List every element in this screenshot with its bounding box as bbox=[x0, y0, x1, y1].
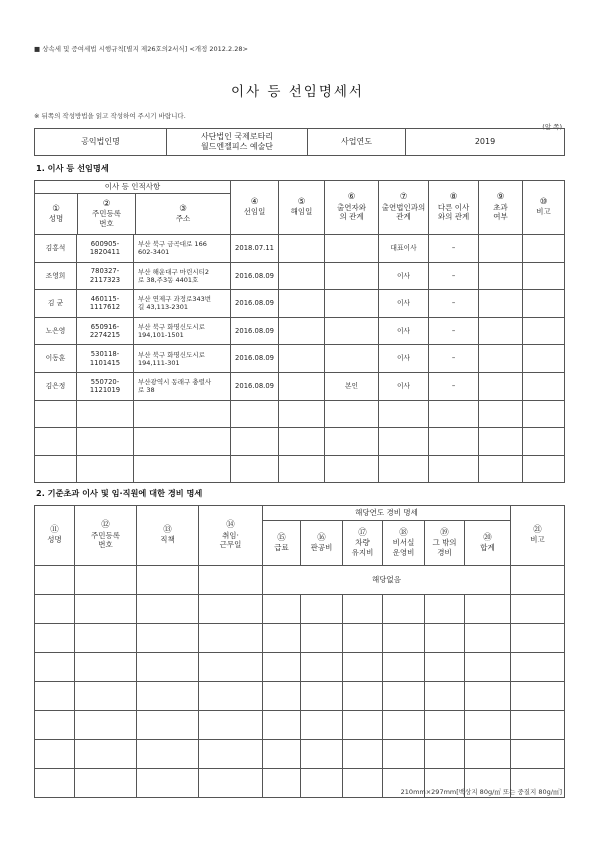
cell-dismissed bbox=[279, 317, 325, 345]
expense-cell bbox=[343, 595, 383, 624]
cell-appointed bbox=[231, 400, 279, 428]
col-address-label: 주소 bbox=[175, 213, 191, 223]
col2-note-header: ㉑ 비고 bbox=[511, 506, 565, 566]
expense-cell bbox=[199, 711, 263, 740]
cell-appointed: 2016.08.09 bbox=[231, 262, 279, 290]
cell-excess bbox=[479, 455, 523, 483]
expense-cell bbox=[75, 769, 137, 798]
col-note-header: ⑩ 비고 bbox=[523, 181, 565, 235]
expense-cell bbox=[425, 653, 465, 682]
cell-appointed: 2016.08.09 bbox=[231, 372, 279, 400]
expense-cell bbox=[199, 624, 263, 653]
col-address-header bbox=[136, 194, 230, 234]
expense-cell bbox=[383, 653, 425, 682]
expense-cell bbox=[35, 769, 75, 798]
cell-note bbox=[523, 262, 565, 290]
page-title: 이사 등 선임명세서 bbox=[231, 84, 364, 100]
cell-name bbox=[35, 428, 77, 456]
expense-cell bbox=[511, 595, 565, 624]
cell-excess bbox=[479, 400, 523, 428]
cell-founder-rel bbox=[325, 345, 379, 373]
cell-note bbox=[523, 290, 565, 318]
cell-founder-rel bbox=[325, 290, 379, 318]
expense-cell bbox=[425, 682, 465, 711]
address-line1: 부산 북구 화명신도시로 bbox=[138, 322, 205, 331]
col-name-number: ① bbox=[52, 203, 60, 214]
expense-cell bbox=[383, 711, 425, 740]
cell-excess bbox=[479, 290, 523, 318]
col2-tenure-header: ⑭ 취임· 근무일 bbox=[199, 506, 263, 566]
expense-cell bbox=[263, 624, 301, 653]
expense-cell bbox=[343, 682, 383, 711]
expense-cell bbox=[263, 595, 301, 624]
directors-header-group bbox=[35, 181, 231, 235]
cell-excess bbox=[479, 317, 523, 345]
cell-other-rel: – bbox=[429, 290, 479, 318]
expense-cell bbox=[75, 682, 137, 711]
expense-cell bbox=[75, 595, 137, 624]
section1-title: 1. 이사 등 선임명세 bbox=[36, 163, 109, 173]
expense-cell bbox=[343, 740, 383, 769]
cell-name: 이동훈 bbox=[35, 345, 77, 373]
expense-cell bbox=[137, 711, 199, 740]
cell-appointed bbox=[231, 455, 279, 483]
cell-corp-rel bbox=[379, 400, 429, 428]
notice-text: ※ 뒤쪽의 작성방법을 읽고 작성하여 주시기 바랍니다. bbox=[34, 112, 186, 120]
cell-dismissed bbox=[279, 372, 325, 400]
no-data-text: 해당없음 bbox=[372, 575, 402, 585]
expense-cell bbox=[465, 682, 511, 711]
expense-cell bbox=[263, 682, 301, 711]
cell-name: 김은정 bbox=[35, 372, 77, 400]
cell-dismissed bbox=[279, 290, 325, 318]
cell-appointed: 2018.07.11 bbox=[231, 235, 279, 263]
corp-name-label: 공익법인명 bbox=[35, 129, 167, 156]
expense-cell bbox=[35, 682, 75, 711]
expense-cell bbox=[465, 595, 511, 624]
expense-cell bbox=[511, 711, 565, 740]
cell-name: 김 균 bbox=[35, 290, 77, 318]
expense-cell bbox=[35, 711, 75, 740]
corp-name-line2: 월드엔젤피스 예술단 bbox=[200, 142, 274, 151]
cell-founder-rel: 본인 bbox=[325, 372, 379, 400]
col-name-label: 성명 bbox=[48, 213, 64, 223]
col-rrn-header bbox=[78, 194, 136, 234]
expense-cell bbox=[263, 769, 301, 798]
cell-name bbox=[35, 400, 77, 428]
cell-founder-rel bbox=[325, 428, 379, 456]
corp-info-table bbox=[34, 128, 565, 156]
cell-excess bbox=[479, 235, 523, 263]
table-row bbox=[35, 428, 565, 456]
expense-cell bbox=[137, 769, 199, 798]
expense-cell bbox=[75, 711, 137, 740]
cell-name: 조영희 bbox=[35, 262, 77, 290]
fiscal-year-label: 사업연도 bbox=[308, 129, 406, 156]
expense-cell bbox=[511, 624, 565, 653]
cell-name: 김홍석 bbox=[35, 235, 77, 263]
expense-cell bbox=[465, 740, 511, 769]
cell-note bbox=[523, 400, 565, 428]
expense-cell bbox=[301, 711, 343, 740]
col2-salary-header: ⑮ 급료 bbox=[263, 521, 301, 566]
paper-spec: 210mm×297mm[백상지 80g/㎡ 또는 중질지 80g/㎡] bbox=[400, 788, 562, 796]
cell-dismissed bbox=[279, 400, 325, 428]
address-line2: 길 43,113-2301 bbox=[138, 303, 188, 312]
table-row bbox=[35, 345, 565, 373]
cell-dismissed bbox=[279, 428, 325, 456]
table-row bbox=[35, 595, 565, 624]
corp-name-line1: 사단법인 국제로타리 bbox=[200, 132, 274, 141]
address-line1: 부산 연제구 과정로343번 bbox=[138, 295, 212, 304]
cell-excess bbox=[479, 372, 523, 400]
cell-other-rel: – bbox=[429, 317, 479, 345]
col-name-header bbox=[35, 194, 78, 234]
cell-dismissed bbox=[279, 345, 325, 373]
expense-cell bbox=[75, 566, 137, 595]
expense-cell bbox=[75, 624, 137, 653]
cell-excess bbox=[479, 262, 523, 290]
cell-name bbox=[35, 455, 77, 483]
table-row bbox=[35, 235, 565, 263]
cell-rrn bbox=[77, 400, 134, 428]
cell-other-rel: – bbox=[429, 262, 479, 290]
address-line1: 부산 북구 금곡대로 166 bbox=[138, 240, 207, 249]
directors-table-body bbox=[35, 235, 565, 483]
expense-cell bbox=[301, 682, 343, 711]
form-reference: ■ 상속세 및 증여세법 시행규칙[별지 제26호의2서식] <개정 2012.2.28> bbox=[34, 45, 248, 53]
col2-vehicle-header: ⑰ 차량 유지비 bbox=[343, 521, 383, 566]
col-rrn-number: ② bbox=[102, 198, 111, 209]
col2-name-header: ⑪ 성명 bbox=[35, 506, 75, 566]
cell-rrn: 600905-1820411 bbox=[77, 235, 134, 263]
col-address-number: ③ bbox=[179, 203, 187, 214]
cell-founder-rel bbox=[325, 262, 379, 290]
col2-entertainment-header: ⑯ 판공비 bbox=[301, 521, 343, 566]
expense-cell bbox=[137, 653, 199, 682]
table-row bbox=[35, 711, 565, 740]
col2-total-header: ⑳ 합계 bbox=[465, 521, 511, 566]
cell-rrn: 530118-1101415 bbox=[77, 345, 134, 373]
cell-dismissed bbox=[279, 455, 325, 483]
cell-other-rel bbox=[429, 428, 479, 456]
expense-cell bbox=[301, 653, 343, 682]
cell-name: 노은영 bbox=[35, 317, 77, 345]
cell-address bbox=[134, 400, 231, 428]
expense-cell bbox=[199, 769, 263, 798]
cell-note bbox=[523, 345, 565, 373]
table-row bbox=[35, 455, 565, 483]
cell-corp-rel bbox=[379, 455, 429, 483]
cell-appointed: 2016.08.09 bbox=[231, 290, 279, 318]
col-appointed-header: ④ 선임일 bbox=[231, 181, 279, 235]
expense-cell bbox=[465, 711, 511, 740]
col2-other-header: ⑲ 그 밖의 경비 bbox=[425, 521, 465, 566]
expense-cell bbox=[343, 769, 383, 798]
cell-note bbox=[523, 455, 565, 483]
cell-founder-rel bbox=[325, 317, 379, 345]
expense-cell bbox=[383, 624, 425, 653]
cell-dismissed bbox=[279, 235, 325, 263]
col-rrn-label-b: 번호 bbox=[99, 218, 114, 228]
table-row bbox=[35, 653, 565, 682]
cell-appointed: 2016.08.09 bbox=[231, 317, 279, 345]
expense-cell bbox=[343, 624, 383, 653]
cell-corp-rel: 대표이사 bbox=[379, 235, 429, 263]
expense-table bbox=[34, 505, 565, 798]
cell-excess bbox=[479, 428, 523, 456]
expense-cell bbox=[263, 711, 301, 740]
cell-corp-rel: 이사 bbox=[379, 290, 429, 318]
cell-other-rel: – bbox=[429, 345, 479, 373]
expense-cell bbox=[199, 566, 263, 595]
expense-cell bbox=[301, 595, 343, 624]
expense-cell bbox=[263, 740, 301, 769]
cell-other-rel: – bbox=[429, 372, 479, 400]
directors-table bbox=[34, 180, 565, 483]
expense-cell bbox=[425, 711, 465, 740]
expense-cell bbox=[511, 682, 565, 711]
cell-address bbox=[134, 455, 231, 483]
table-row bbox=[35, 740, 565, 769]
col2-position-header: ⑬ 직책 bbox=[137, 506, 199, 566]
table-row bbox=[35, 682, 565, 711]
cell-corp-rel: 이사 bbox=[379, 317, 429, 345]
expense-cell bbox=[301, 624, 343, 653]
expense-cell bbox=[199, 740, 263, 769]
address-line2: 602-3401 bbox=[138, 248, 170, 257]
cell-address bbox=[134, 262, 231, 290]
cell-founder-rel bbox=[325, 400, 379, 428]
expense-cell bbox=[425, 624, 465, 653]
expense-cell bbox=[383, 682, 425, 711]
cell-appointed: 2016.08.09 bbox=[231, 345, 279, 373]
expense-cell bbox=[301, 769, 343, 798]
expense-cell bbox=[343, 653, 383, 682]
col2-rrn-header: ⑫ 주민등록 번호 bbox=[75, 506, 137, 566]
table-row bbox=[35, 317, 565, 345]
cell-other-rel bbox=[429, 455, 479, 483]
address-line2: 194,111-301 bbox=[138, 358, 180, 367]
col-dismissed-header: ⑤ 해임일 bbox=[279, 181, 325, 235]
expense-cell bbox=[465, 624, 511, 653]
cell-rrn: 780327-2117323 bbox=[77, 262, 134, 290]
expense-cell bbox=[137, 595, 199, 624]
cell-corp-rel: 이사 bbox=[379, 345, 429, 373]
expense-cell bbox=[199, 653, 263, 682]
col-other-rel-header: ⑧ 다른 이사 와의 관계 bbox=[429, 181, 479, 235]
cell-address bbox=[134, 345, 231, 373]
fiscal-year-value: 2019 bbox=[406, 129, 565, 156]
table-row bbox=[35, 262, 565, 290]
section2-title: 2. 기준초과 이사 및 임·직원에 대한 경비 명세 bbox=[36, 488, 203, 498]
expense-cell bbox=[343, 711, 383, 740]
expense-cell bbox=[425, 595, 465, 624]
col-corp-rel-header: ⑦ 출연법인과의 관계 bbox=[379, 181, 429, 235]
expense-cell bbox=[35, 740, 75, 769]
expense-cell bbox=[137, 740, 199, 769]
cell-rrn bbox=[77, 428, 134, 456]
corp-name-value bbox=[167, 129, 308, 156]
col2-secretary-header: ⑱ 비서실 운영비 bbox=[383, 521, 425, 566]
expense-cell bbox=[35, 566, 75, 595]
cell-address bbox=[134, 428, 231, 456]
personal-info-group-header: 이사 등 인적사항 bbox=[35, 181, 230, 194]
expense-cell bbox=[383, 740, 425, 769]
cell-rrn: 650916-2274215 bbox=[77, 317, 134, 345]
expense-cell bbox=[199, 682, 263, 711]
cell-excess bbox=[479, 345, 523, 373]
cell-rrn: 550720-1121019 bbox=[77, 372, 134, 400]
expense-cell bbox=[383, 595, 425, 624]
address-line1: 부산 해운대구 마린시티2 bbox=[138, 267, 210, 276]
table-row bbox=[35, 566, 565, 595]
cell-address bbox=[134, 235, 231, 263]
expense-cell bbox=[511, 653, 565, 682]
expense-cell bbox=[75, 740, 137, 769]
address-line1: 부산광역시 동래구 충렬사 bbox=[138, 378, 212, 387]
cell-corp-rel bbox=[379, 428, 429, 456]
col-founder-rel-header: ⑥ 출연자와 의 관계 bbox=[325, 181, 379, 235]
cell-note bbox=[523, 317, 565, 345]
cell-corp-rel: 이사 bbox=[379, 262, 429, 290]
address-line2: 로 38,주3동 4401호 bbox=[138, 275, 199, 284]
cell-other-rel: – bbox=[429, 235, 479, 263]
cell-address bbox=[134, 317, 231, 345]
cell-dismissed bbox=[279, 262, 325, 290]
expense-cell bbox=[511, 740, 565, 769]
col-rrn-label-a: 주민등록 bbox=[92, 209, 121, 219]
cell-address bbox=[134, 372, 231, 400]
expense-cell bbox=[511, 566, 565, 595]
cell-note bbox=[523, 372, 565, 400]
address-line2: 194,101-1501 bbox=[138, 331, 184, 340]
cell-founder-rel bbox=[325, 235, 379, 263]
table-row bbox=[35, 372, 565, 400]
no-data-cell bbox=[263, 566, 511, 595]
cell-other-rel bbox=[429, 400, 479, 428]
expense-cell bbox=[35, 624, 75, 653]
cell-rrn: 460115-1117612 bbox=[77, 290, 134, 318]
page-mark: (앞 쪽) bbox=[542, 123, 562, 131]
cell-founder-rel bbox=[325, 455, 379, 483]
cell-appointed bbox=[231, 428, 279, 456]
table-row bbox=[35, 624, 565, 653]
col-excess-header: ⑨ 초과 여부 bbox=[479, 181, 523, 235]
cell-corp-rel: 이사 bbox=[379, 372, 429, 400]
expense-cell bbox=[75, 653, 137, 682]
expense-cell bbox=[263, 653, 301, 682]
address-line2: 로 38 bbox=[138, 386, 155, 395]
expense-group-header: 해당연도 경비 명세 bbox=[263, 506, 511, 521]
table-row bbox=[35, 290, 565, 318]
expense-table-body bbox=[35, 566, 565, 798]
expense-cell bbox=[137, 624, 199, 653]
expense-cell bbox=[425, 740, 465, 769]
cell-rrn bbox=[77, 455, 134, 483]
cell-note bbox=[523, 235, 565, 263]
expense-cell bbox=[199, 595, 263, 624]
expense-cell bbox=[301, 740, 343, 769]
address-line1: 부산 북구 화명신도시로 bbox=[138, 350, 205, 359]
cell-note bbox=[523, 428, 565, 456]
cell-address bbox=[134, 290, 231, 318]
expense-cell bbox=[137, 682, 199, 711]
table-row bbox=[35, 400, 565, 428]
expense-cell bbox=[35, 595, 75, 624]
expense-cell bbox=[465, 653, 511, 682]
expense-cell bbox=[35, 653, 75, 682]
expense-cell bbox=[137, 566, 199, 595]
